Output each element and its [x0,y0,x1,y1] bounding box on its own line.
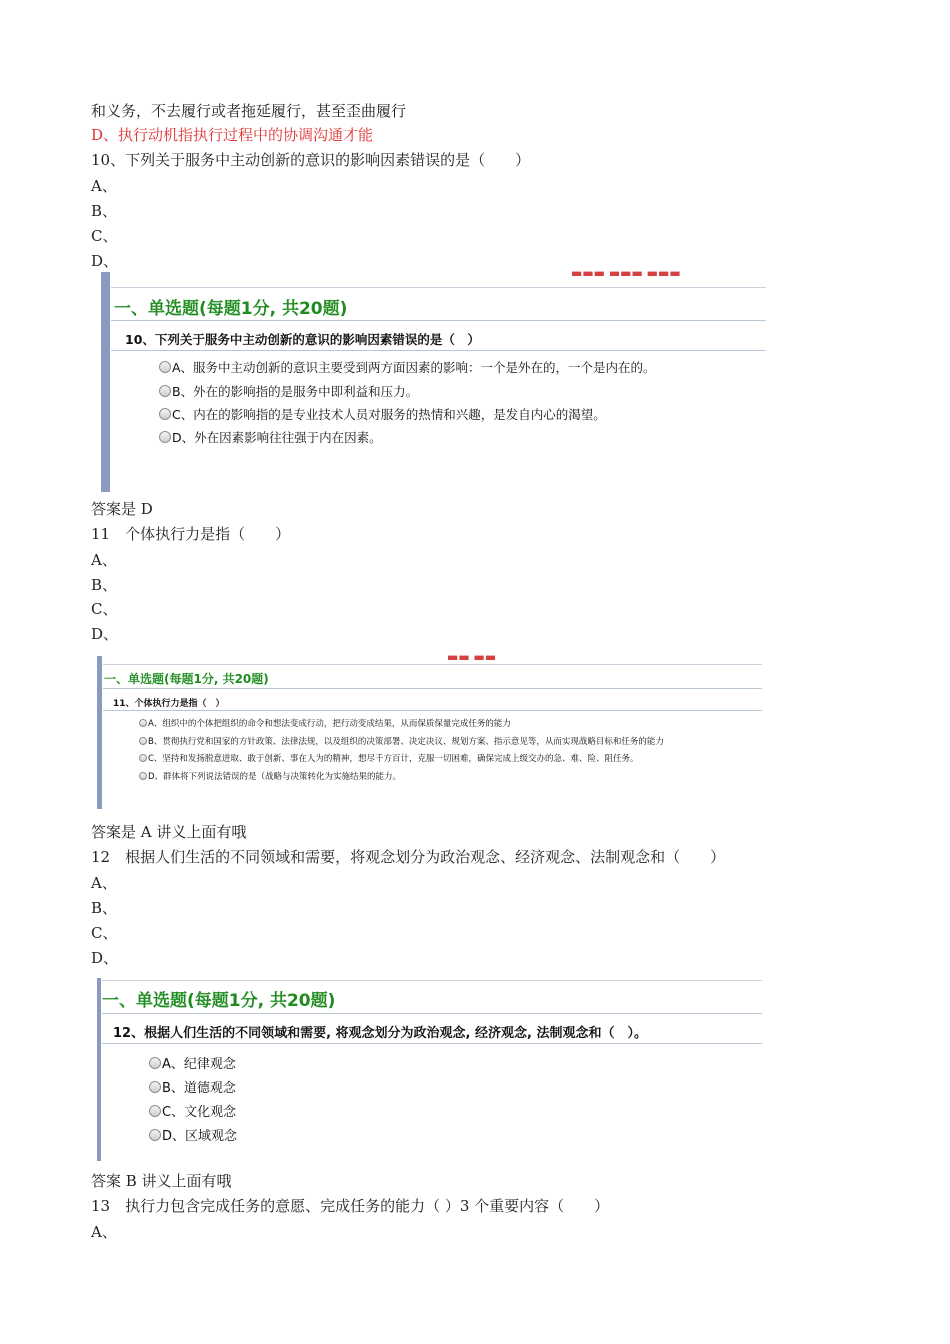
radio-icon[interactable] [149,1129,161,1141]
option-label: C、内在的影响指的是专业技术人员对服务的热情和兴趣，是发自内心的渴望。 [172,407,606,422]
option-b: B、 [91,576,118,594]
option-row [139,735,664,747]
radio-icon[interactable] [139,772,147,780]
section-header: 一、单选题(每题1分, 共20题) [104,672,269,686]
answer-12: 答案 B 讲义上面有哦 [91,1172,232,1190]
radio-icon[interactable] [139,754,147,762]
option-label: B、道德观念 [162,1081,236,1096]
question-13: 13 执行力包含完成任务的意愿、完成任务的能力（ ）3 个重要内容（ ） [91,1197,610,1215]
option-row [159,428,382,446]
option-row [159,358,656,376]
option-d: D、 [91,252,119,270]
question-11: 11 个体执行力是指（ ） [91,525,291,543]
option-row [159,405,606,423]
option-row [149,1101,236,1120]
option-b: B、 [91,202,118,220]
answer-10: 答案是 D [91,500,153,518]
option-c: C、 [91,924,118,942]
radio-selected-icon[interactable] [139,719,147,727]
quiz-screenshot-12 [97,978,762,1161]
option-label: C、坚持和发扬脱意进取、敢于创新、事在人为的精神，想尽千方百计，克服一切困难，确保完成上级交办的急、难、险、阻任务。 [148,754,639,764]
option-label: A、服务中主动创新的意识主要受到两方面因素的影响：一个是外在的，一个是内在的。 [172,360,656,375]
option-row [139,752,638,764]
option-a: A、 [91,1223,117,1241]
radio-icon[interactable] [159,361,171,373]
option-b: B、 [91,899,118,917]
section-header: 一、单选题(每题1分, 共20题) [102,991,336,1011]
option-row [149,1077,236,1096]
option-row [159,382,418,400]
radio-icon[interactable] [149,1057,161,1069]
option-label: D、外在因素影响往往强于内在因素。 [172,430,382,445]
question-12: 12 根据人们生活的不同领域和需要，将观念划分为政治观念、经济观念、法制观念和（ ） [91,848,726,866]
radio-icon[interactable] [139,737,147,745]
option-label: D、区域观念 [162,1129,238,1144]
text-line: 和义务，不去履行或者拖延履行，甚至歪曲履行 [91,102,407,120]
option-row [139,717,511,729]
quiz-screenshot-11: ▬▬ ▬▬ 一、单选题(每题1分, 共20题) 11、个体执行力是指（ ） A、组织中的个体把组织的命令和想法变成行动，把行动变成结果，从而保质保量完成任务的能力 B、贯彻执行党和国家的方针政策、法律法规，以及组织的决策部署、决定决议、规划方案、指示意见等，从而实现战略目标和任务的能力 C、坚持和发扬脱意进取、敢于创新、事在人为的精神，想尽千方百计，克服一切困难，确保完成上级交办的急、难、险、阻任务。 D、群体将下列说法错误的是（战略与决策转化为实施结果的能力。 [97,656,762,809]
option-label: D、群体将下列说法错误的是（战略与决策转化为实施结果的能力。 [148,772,402,782]
option-label: C、文化观念 [162,1105,237,1120]
option-row [149,1125,237,1144]
question-title: 10、下列关于服务中主动创新的意识的影响因素错误的是（ ） [125,332,480,347]
option-d: D、 [91,949,119,967]
quiz-screenshot-10: ▬▬▬ ▬▬▬ ▬▬▬ 一、单选题(每题1分, 共20题) 10、下列关于服务中主动创新的意识的影响因素错误的是（ ） A、服务中主动创新的意识主要受到两方面因素的影响：一个是外在的，一个是内在的。 B、外在的影响指的是服务中即利益和压力。 C、内在的影响指的是专业技术人员对服务的热情和兴趣，是发自内心的渴望。 D、外在因素影响往往强于内在因素。 [101,272,766,492]
text-line-red: D、执行动机指执行过程中的协调沟通才能 [91,126,374,144]
option-a: A、 [91,551,117,569]
option-label: A、组织中的个体把组织的命令和想法变成行动，把行动变成结果，从而保质保量完成任务的能力 [148,719,511,729]
option-c: C、 [91,600,118,618]
radio-selected-icon[interactable] [159,431,171,443]
question-title: 11、个体执行力是指（ ） [113,699,225,709]
option-label: B、贯彻执行党和国家的方针政策、法律法规，以及组织的决策部署、决定决议、规划方案、指示意见等，从而实现战略目标和任务的能力 [148,737,664,747]
radio-icon[interactable] [159,408,171,420]
option-a: A、 [91,874,117,892]
radio-icon[interactable] [149,1105,161,1117]
question-10: 10、下列关于服务中主动创新的意识的影响因素错误的是（ ） [91,151,531,169]
section-header: 一、单选题(每题1分, 共20题) [114,299,348,319]
question-title: 12、根据人们生活的不同领域和需要, 将观念划分为政治观念, 经济观念, 法制观念和（ ）。 [113,1026,647,1041]
option-d: D、 [91,625,119,643]
option-row [149,1053,236,1072]
option-label: B、外在的影响指的是服务中即利益和压力。 [172,384,419,399]
radio-icon[interactable] [159,385,171,397]
option-a: A、 [91,177,117,195]
answer-11: 答案是 A 讲义上面有哦 [91,823,247,841]
radio-selected-icon[interactable] [149,1081,161,1093]
option-row [139,770,401,782]
option-label: A、纪律观念 [162,1057,236,1072]
option-c: C、 [91,227,118,245]
